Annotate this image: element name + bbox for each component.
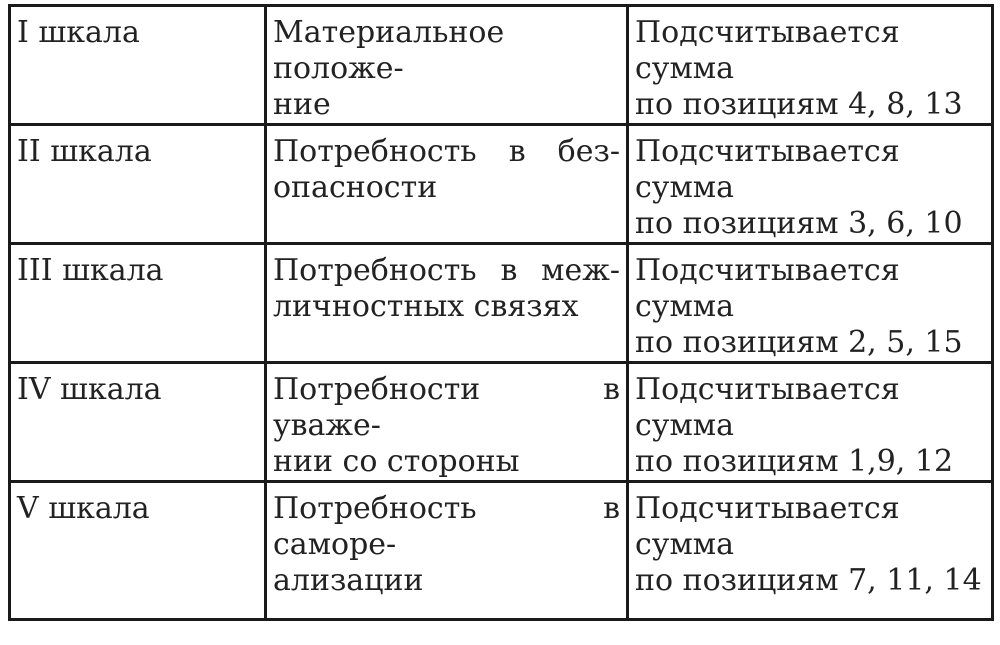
need-line: Материальное положе- bbox=[273, 15, 505, 86]
table-row bbox=[10, 125, 993, 244]
need-line: ние bbox=[273, 87, 331, 122]
calc-line: Подсчитывается сумма bbox=[635, 15, 900, 86]
scale-cell bbox=[10, 6, 266, 125]
calc-line: Подсчитывается сумма bbox=[635, 134, 900, 205]
calc-line: Подсчитывается сумма bbox=[635, 372, 900, 443]
table-row bbox=[10, 482, 993, 620]
calc-line: по позициям 1,9, 12 bbox=[635, 444, 954, 479]
need-line: опасности bbox=[273, 170, 438, 205]
need-line: Потребность в саморе- bbox=[273, 491, 620, 562]
scale-label: V шкала bbox=[17, 491, 150, 526]
scale-cell bbox=[10, 482, 266, 620]
calc-cell bbox=[628, 125, 993, 244]
table-row bbox=[10, 6, 993, 125]
scales-table bbox=[8, 4, 994, 621]
calc-line: по позициям 4, 8, 13 bbox=[635, 87, 963, 122]
calc-line: Подсчитывается сумма bbox=[635, 491, 900, 562]
need-line: Потребность в без- bbox=[273, 134, 620, 169]
need-cell bbox=[266, 6, 628, 125]
scale-cell bbox=[10, 244, 266, 363]
need-line: нии со стороны bbox=[273, 444, 520, 479]
calc-cell bbox=[628, 6, 993, 125]
need-cell bbox=[266, 244, 628, 363]
calc-cell bbox=[628, 363, 993, 482]
scale-label: I шкала bbox=[17, 15, 140, 50]
calc-line: по позициям 7, 11, 14 bbox=[635, 563, 982, 598]
need-cell bbox=[266, 363, 628, 482]
need-line: ализации bbox=[273, 563, 424, 598]
calc-line: по позициям 2, 5, 15 bbox=[635, 325, 963, 360]
scale-label: IV шкала bbox=[17, 372, 162, 407]
calc-cell bbox=[628, 244, 993, 363]
scale-label: III шкала bbox=[17, 253, 164, 288]
need-line: личностных связях bbox=[273, 289, 579, 324]
calc-line: по позициям 3, 6, 10 bbox=[635, 206, 963, 241]
need-line: Потребность в меж- bbox=[273, 253, 620, 288]
table-row bbox=[10, 363, 993, 482]
need-line: Потребности в уваже- bbox=[273, 372, 620, 443]
scale-cell bbox=[10, 363, 266, 482]
table-row bbox=[10, 244, 993, 363]
calc-line: Подсчитывается сумма bbox=[635, 253, 900, 324]
scale-cell bbox=[10, 125, 266, 244]
scale-label: II шкала bbox=[17, 134, 152, 169]
need-cell bbox=[266, 482, 628, 620]
need-cell bbox=[266, 125, 628, 244]
calc-cell bbox=[628, 482, 993, 620]
